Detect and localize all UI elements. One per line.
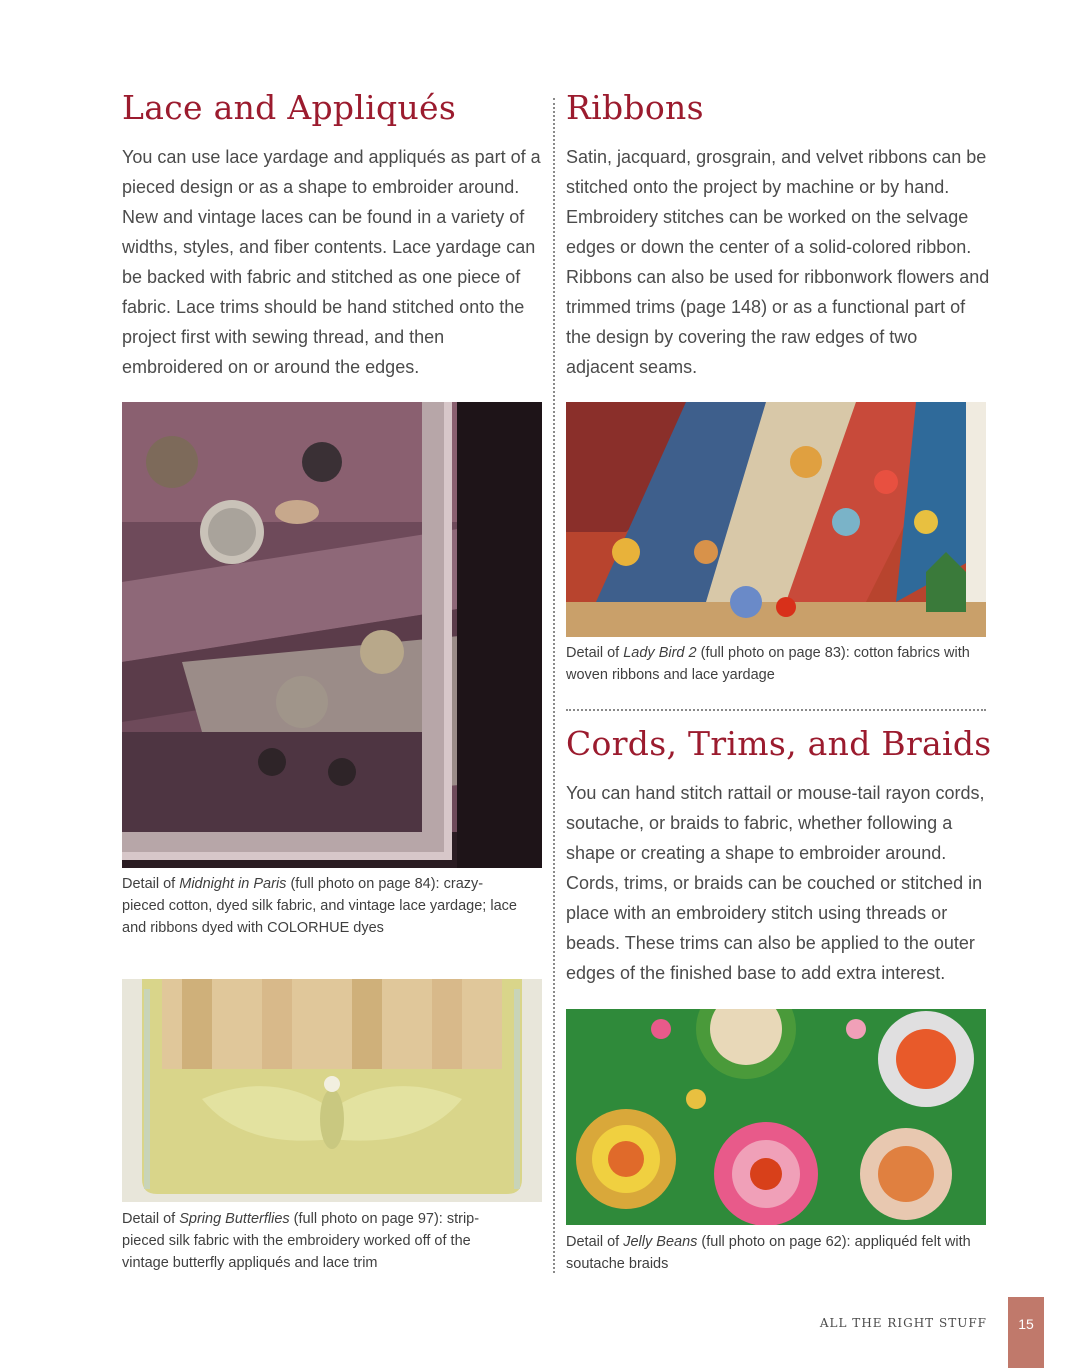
photo-jelly-beans [566,1009,986,1225]
caption-spring-butterflies: Detail of Spring Butterflies (full photo on page 97): strip-pieced silk fabric with the embroidery worked off of the vintage butterfly appliqués and lace trim [122,1211,480,1271]
body-cords-trims-braids: You can hand stitch rattail or mouse-tail rayon cords, soutache, or braids to fabric, whether following a shape or creating a shape to embroider around. Cords, trims, or braids can be couched or stitched in place with an embroidery stitch using threads or beads. These trims can also be applied to the outer edges of the finished base to add extra interest. [566,783,985,983]
heading-ribbons: Ribbons [566,88,704,127]
heading-lace-and-appliques: Lace and Appliqués [122,88,457,127]
photo-midnight-in-paris [122,402,542,868]
caption-lady-bird-2: Detail of Lady Bird 2 (full photo on page 83): cotton fabrics with woven ribbons and lace yardage [566,645,970,683]
photo-spring-butterflies [122,979,542,1202]
heading-cords-trims-braids: Cords, Trims, and Braids [566,724,992,763]
column-divider [553,98,555,1273]
caption-midnight-in-paris: Detail of Midnight in Paris (full photo on page 84): crazy-pieced cotton, dyed silk fabric, and vintage lace yardage; lace and ribbons dyed with COLORHUE dyes [122,876,517,936]
photo-lady-bird-2 [566,402,986,637]
caption-jelly-beans: Detail of Jelly Beans (full photo on page 62): appliquéd felt with soutache braids [566,1234,971,1272]
body-ribbons: Satin, jacquard, grosgrain, and velvet ribbons can be stitched onto the project by machine or by hand. Embroidery stitches can be worked on the selvage edges or down the center of a solid-colored ribbon. Ribbons can also be used for ribbonwork flowers and trimmed trims (page 148) or as a functional part of the design by covering the raw edges of two adjacent seams. [566,147,990,377]
section-divider [566,709,986,711]
body-lace-and-appliques: You can use lace yardage and appliqués as part of a pieced design or as a shape to embroider around. New and vintage laces can be found in a variety of widths, styles, and fiber contents. Lace yardage can be backed with fabric and stitched as one piece of fabric. Lace trims should be hand stitched onto the project first with sewing thread, and then embroidered on or around the edges. [122,147,541,377]
page-number: 15 [1008,1297,1044,1368]
running-footer: ALL THE RIGHT STUFF [819,1316,987,1330]
